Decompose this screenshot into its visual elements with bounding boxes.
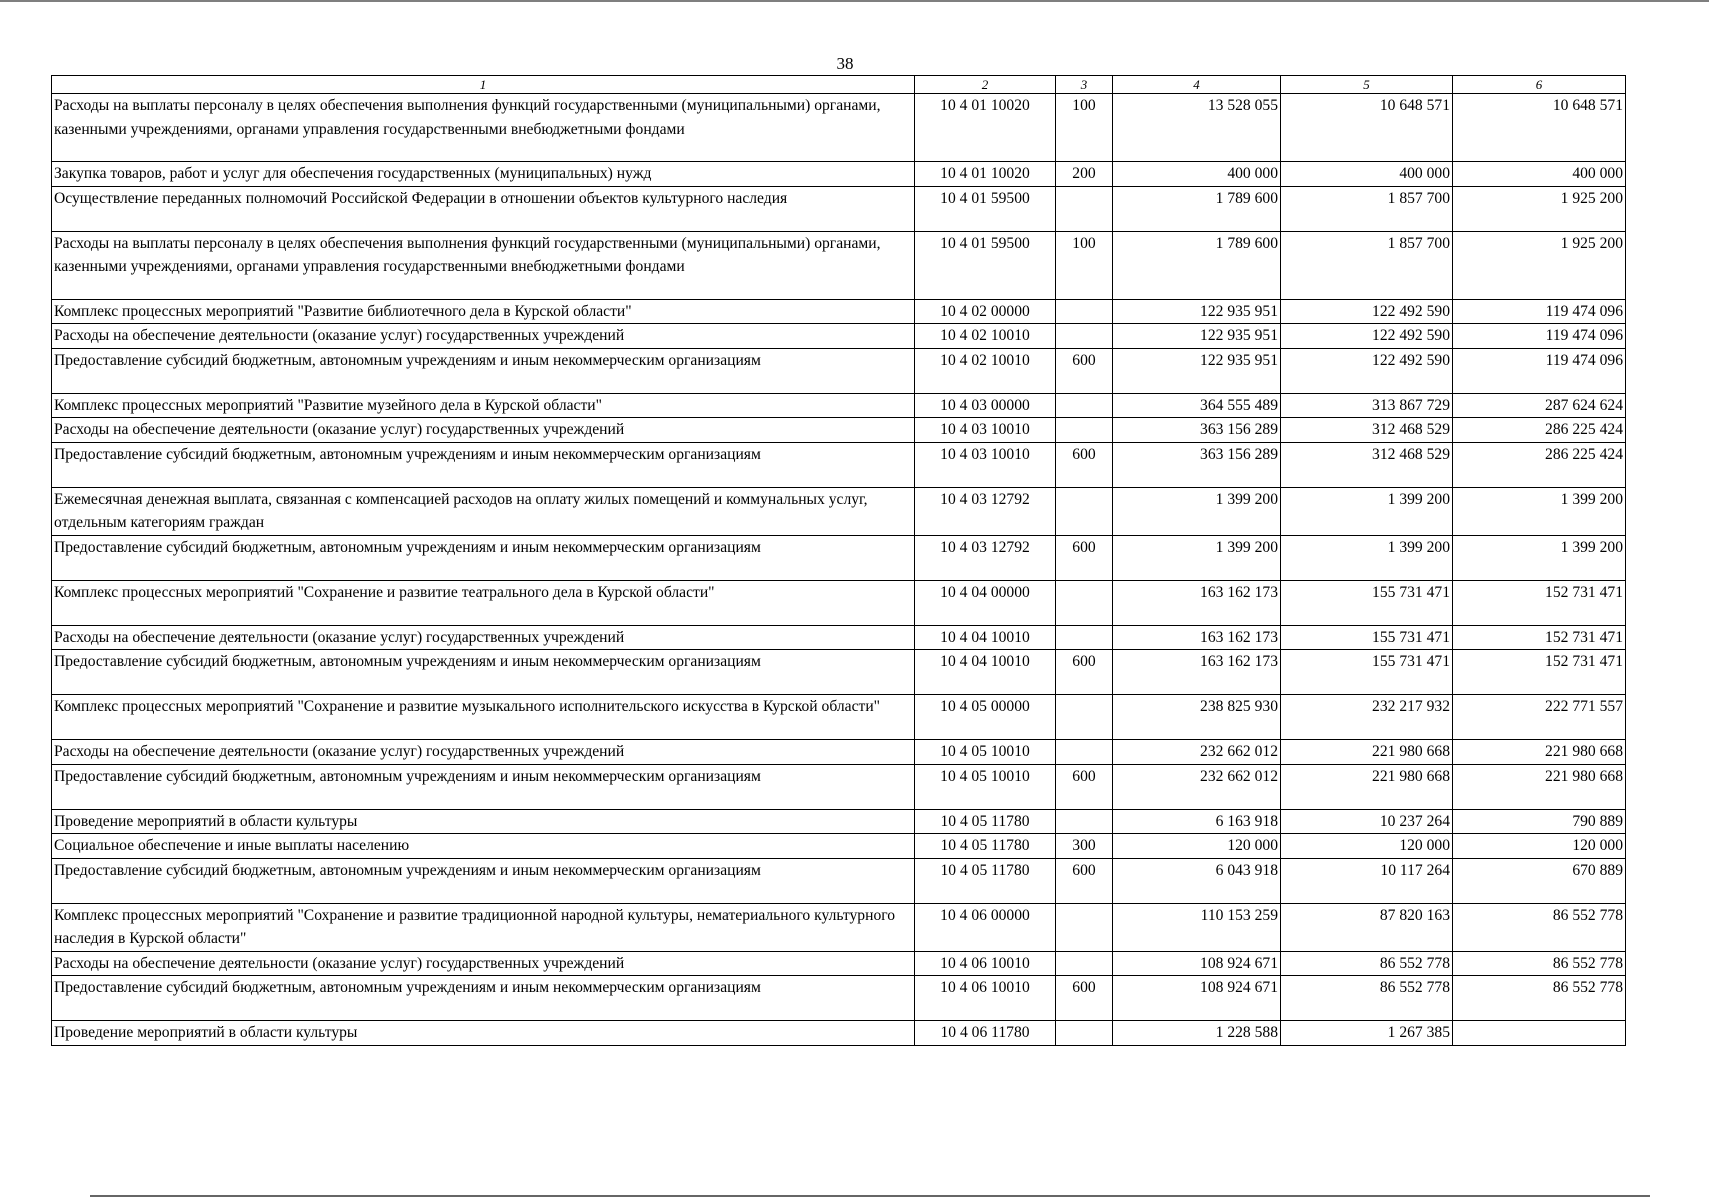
row-name: Проведение мероприятий в области культуры: [52, 1021, 915, 1046]
row-code: 10 4 05 11780: [915, 834, 1056, 859]
row-code: 10 4 01 10020: [915, 94, 1056, 162]
col-header-4: 4: [1113, 76, 1281, 94]
row-name: Комплекс процессных мероприятий "Развитие библиотечного дела в Курской области": [52, 299, 915, 324]
row-code: 10 4 03 00000: [915, 393, 1056, 418]
row-vr: [1056, 324, 1113, 349]
col-header-5: 5: [1281, 76, 1453, 94]
table-row: [52, 650, 1626, 695]
footer-line: [90, 1195, 1650, 1197]
row-value-5: 10 648 571: [1281, 94, 1453, 162]
row-value-4: 232 662 012: [1113, 740, 1281, 765]
row-value-5: 232 217 932: [1281, 695, 1453, 740]
row-value-6: 221 980 668: [1453, 740, 1626, 765]
row-value-5: 221 980 668: [1281, 764, 1453, 809]
row-value-6: 152 731 471: [1453, 580, 1626, 625]
row-vr: [1056, 903, 1113, 951]
table-row: [52, 858, 1626, 903]
row-vr: [1056, 418, 1113, 443]
row-code: 10 4 02 10010: [915, 324, 1056, 349]
row-value-6: 119 474 096: [1453, 324, 1626, 349]
row-code: 10 4 03 10010: [915, 418, 1056, 443]
row-name: Предоставление субсидий бюджетным, автономным учреждениям и иным некоммерческим организациям: [52, 650, 915, 695]
col-header-3: 3: [1056, 76, 1113, 94]
row-name: Расходы на выплаты персоналу в целях обеспечения выполнения функций государственными (муниципальными) органами, казенными учреждениями, органами управления государственными внебюджетными фондами: [52, 94, 915, 162]
row-vr: 600: [1056, 976, 1113, 1021]
table-row: [52, 348, 1626, 393]
row-code: 10 4 01 59500: [915, 186, 1056, 231]
row-name: Расходы на обеспечение деятельности (оказание услуг) государственных учреждений: [52, 418, 915, 443]
row-code: 10 4 03 10010: [915, 442, 1056, 487]
row-vr: [1056, 1021, 1113, 1046]
row-name: Осуществление переданных полномочий Российской Федерации в отношении объектов культурного наследия: [52, 186, 915, 231]
row-value-5: 122 492 590: [1281, 348, 1453, 393]
table-row: [52, 162, 1626, 187]
row-value-5: 1 857 700: [1281, 231, 1453, 299]
row-code: 10 4 02 00000: [915, 299, 1056, 324]
row-vr: 300: [1056, 834, 1113, 859]
row-name: Расходы на обеспечение деятельности (оказание услуг) государственных учреждений: [52, 951, 915, 976]
row-vr: 600: [1056, 535, 1113, 580]
row-name: Комплекс процессных мероприятий "Развитие музейного дела в Курской области": [52, 393, 915, 418]
row-value-5: 1 267 385: [1281, 1021, 1453, 1046]
row-value-5: 1 399 200: [1281, 487, 1453, 535]
table-row: [52, 186, 1626, 231]
row-name: Комплекс процессных мероприятий "Сохранение и развитие музыкального исполнительского искусства в Курской области": [52, 695, 915, 740]
row-vr: [1056, 695, 1113, 740]
row-value-4: 1 228 588: [1113, 1021, 1281, 1046]
row-vr: [1056, 809, 1113, 834]
row-name: Комплекс процессных мероприятий "Сохранение и развитие театрального дела в Курской области": [52, 580, 915, 625]
table-row: [52, 324, 1626, 349]
row-vr: 600: [1056, 764, 1113, 809]
row-code: 10 4 06 10010: [915, 951, 1056, 976]
table-row: [52, 764, 1626, 809]
row-value-4: 400 000: [1113, 162, 1281, 187]
row-value-5: 155 731 471: [1281, 650, 1453, 695]
row-name: Расходы на обеспечение деятельности (оказание услуг) государственных учреждений: [52, 625, 915, 650]
row-value-6: 287 624 624: [1453, 393, 1626, 418]
table-row: [52, 231, 1626, 299]
row-value-6: 119 474 096: [1453, 299, 1626, 324]
row-value-6: 222 771 557: [1453, 695, 1626, 740]
row-name: Предоставление субсидий бюджетным, автономным учреждениям и иным некоммерческим организациям: [52, 764, 915, 809]
row-value-4: 110 153 259: [1113, 903, 1281, 951]
row-value-6: 221 980 668: [1453, 764, 1626, 809]
table-row: [52, 625, 1626, 650]
row-code: 10 4 05 10010: [915, 740, 1056, 765]
row-code: 10 4 06 11780: [915, 1021, 1056, 1046]
row-vr: 600: [1056, 858, 1113, 903]
row-value-6: 1 925 200: [1453, 186, 1626, 231]
row-value-4: 13 528 055: [1113, 94, 1281, 162]
row-name: Комплекс процессных мероприятий "Сохранение и развитие традиционной народной культуры, нематериального культурного наследия в Курской области": [52, 903, 915, 951]
row-value-5: 86 552 778: [1281, 951, 1453, 976]
row-name: Проведение мероприятий в области культуры: [52, 809, 915, 834]
row-value-4: 6 163 918: [1113, 809, 1281, 834]
row-value-5: 10 117 264: [1281, 858, 1453, 903]
row-name: Социальное обеспечение и иные выплаты населению: [52, 834, 915, 859]
row-value-5: 312 468 529: [1281, 442, 1453, 487]
row-value-6: 286 225 424: [1453, 442, 1626, 487]
row-value-6: 1 925 200: [1453, 231, 1626, 299]
row-vr: [1056, 299, 1113, 324]
table-row: [52, 442, 1626, 487]
row-name: Предоставление субсидий бюджетным, автономным учреждениям и иным некоммерческим организациям: [52, 858, 915, 903]
row-name: Предоставление субсидий бюджетным, автономным учреждениям и иным некоммерческим организациям: [52, 535, 915, 580]
row-value-4: 363 156 289: [1113, 442, 1281, 487]
row-name: Предоставление субсидий бюджетным, автономным учреждениям и иным некоммерческим организациям: [52, 976, 915, 1021]
table-row: [52, 580, 1626, 625]
row-vr: 100: [1056, 231, 1113, 299]
row-code: 10 4 04 00000: [915, 580, 1056, 625]
row-value-5: 87 820 163: [1281, 903, 1453, 951]
row-code: 10 4 03 12792: [915, 535, 1056, 580]
row-code: 10 4 03 12792: [915, 487, 1056, 535]
row-value-5: 155 731 471: [1281, 625, 1453, 650]
table-row: [52, 740, 1626, 765]
row-value-4: 108 924 671: [1113, 951, 1281, 976]
row-value-5: 1 857 700: [1281, 186, 1453, 231]
col-header-6: 6: [1453, 76, 1626, 94]
table-row: [52, 393, 1626, 418]
row-value-5: 155 731 471: [1281, 580, 1453, 625]
row-vr: 200: [1056, 162, 1113, 187]
row-value-4: 364 555 489: [1113, 393, 1281, 418]
row-value-5: 221 980 668: [1281, 740, 1453, 765]
table-row: [52, 94, 1626, 162]
col-header-2: 2: [915, 76, 1056, 94]
row-value-6: 10 648 571: [1453, 94, 1626, 162]
row-value-4: 1 789 600: [1113, 186, 1281, 231]
row-vr: 600: [1056, 442, 1113, 487]
row-name: Расходы на выплаты персоналу в целях обеспечения выполнения функций государственными (муниципальными) органами, казенными учреждениями, органами управления государственными внебюджетными фондами: [52, 231, 915, 299]
row-code: 10 4 06 10010: [915, 976, 1056, 1021]
row-vr: 600: [1056, 348, 1113, 393]
row-name: Ежемесячная денежная выплата, связанная с компенсацией расходов на оплату жилых помещений и коммунальных услуг, отдельным категориям граждан: [52, 487, 915, 535]
row-value-5: 10 237 264: [1281, 809, 1453, 834]
table-row: [52, 976, 1626, 1021]
row-value-4: 363 156 289: [1113, 418, 1281, 443]
row-value-5: 312 468 529: [1281, 418, 1453, 443]
row-value-5: 313 867 729: [1281, 393, 1453, 418]
row-value-4: 238 825 930: [1113, 695, 1281, 740]
row-vr: 100: [1056, 94, 1113, 162]
row-code: 10 4 04 10010: [915, 625, 1056, 650]
row-value-5: 122 492 590: [1281, 324, 1453, 349]
row-vr: [1056, 951, 1113, 976]
row-value-4: 163 162 173: [1113, 650, 1281, 695]
budget-table: [51, 75, 1626, 1046]
row-value-4: 163 162 173: [1113, 580, 1281, 625]
row-value-4: 1 399 200: [1113, 487, 1281, 535]
table-row: [52, 809, 1626, 834]
row-name: Предоставление субсидий бюджетным, автономным учреждениям и иным некоммерческим организациям: [52, 442, 915, 487]
row-value-5: 122 492 590: [1281, 299, 1453, 324]
row-value-6: 400 000: [1453, 162, 1626, 187]
table-row: [52, 535, 1626, 580]
row-code: 10 4 02 10010: [915, 348, 1056, 393]
row-name: Расходы на обеспечение деятельности (оказание услуг) государственных учреждений: [52, 324, 915, 349]
row-value-4: 122 935 951: [1113, 348, 1281, 393]
row-name: Предоставление субсидий бюджетным, автономным учреждениям и иным некоммерческим организациям: [52, 348, 915, 393]
table-row: [52, 487, 1626, 535]
row-vr: 600: [1056, 650, 1113, 695]
row-vr: [1056, 393, 1113, 418]
row-value-4: 6 043 918: [1113, 858, 1281, 903]
table-row: [52, 418, 1626, 443]
row-value-4: 163 162 173: [1113, 625, 1281, 650]
row-code: 10 4 01 10020: [915, 162, 1056, 187]
row-code: 10 4 05 00000: [915, 695, 1056, 740]
row-value-6: 1 399 200: [1453, 487, 1626, 535]
row-code: 10 4 04 10010: [915, 650, 1056, 695]
row-vr: [1056, 740, 1113, 765]
row-value-6: 286 225 424: [1453, 418, 1626, 443]
scan-top-edge: [0, 0, 1709, 2]
row-value-6: 120 000: [1453, 834, 1626, 859]
row-value-4: 122 935 951: [1113, 299, 1281, 324]
table-row: [52, 299, 1626, 324]
row-code: 10 4 06 00000: [915, 903, 1056, 951]
row-value-5: 86 552 778: [1281, 976, 1453, 1021]
table-row: [52, 951, 1626, 976]
row-value-4: 1 789 600: [1113, 231, 1281, 299]
row-value-4: 120 000: [1113, 834, 1281, 859]
page-number: 38: [836, 54, 854, 73]
row-value-6: 152 731 471: [1453, 650, 1626, 695]
table-row: [52, 695, 1626, 740]
row-code: 10 4 05 11780: [915, 858, 1056, 903]
row-value-4: 1 399 200: [1113, 535, 1281, 580]
row-vr: [1056, 186, 1113, 231]
row-value-6: 86 552 778: [1453, 903, 1626, 951]
table-row: [52, 834, 1626, 859]
row-value-5: 400 000: [1281, 162, 1453, 187]
row-code: 10 4 05 11780: [915, 809, 1056, 834]
row-value-5: 120 000: [1281, 834, 1453, 859]
header-row: [52, 76, 1626, 94]
row-value-4: 232 662 012: [1113, 764, 1281, 809]
col-header-1: 1: [52, 76, 915, 94]
row-vr: [1056, 625, 1113, 650]
row-value-6: 119 474 096: [1453, 348, 1626, 393]
table-row: [52, 903, 1626, 951]
row-value-4: 122 935 951: [1113, 324, 1281, 349]
row-value-4: 108 924 671: [1113, 976, 1281, 1021]
table-body: [52, 94, 1626, 1046]
row-value-6: 1 399 200: [1453, 535, 1626, 580]
row-value-6: 86 552 778: [1453, 976, 1626, 1021]
row-value-5: 1 399 200: [1281, 535, 1453, 580]
row-value-6: 152 731 471: [1453, 625, 1626, 650]
row-value-6: 86 552 778: [1453, 951, 1626, 976]
row-code: 10 4 01 59500: [915, 231, 1056, 299]
table-row: [52, 1021, 1626, 1046]
row-value-6: [1453, 1021, 1626, 1046]
row-name: Расходы на обеспечение деятельности (оказание услуг) государственных учреждений: [52, 740, 915, 765]
row-name: Закупка товаров, работ и услуг для обеспечения государственных (муниципальных) нужд: [52, 162, 915, 187]
row-value-6: 790 889: [1453, 809, 1626, 834]
row-value-6: 670 889: [1453, 858, 1626, 903]
row-vr: [1056, 580, 1113, 625]
row-code: 10 4 05 10010: [915, 764, 1056, 809]
row-vr: [1056, 487, 1113, 535]
